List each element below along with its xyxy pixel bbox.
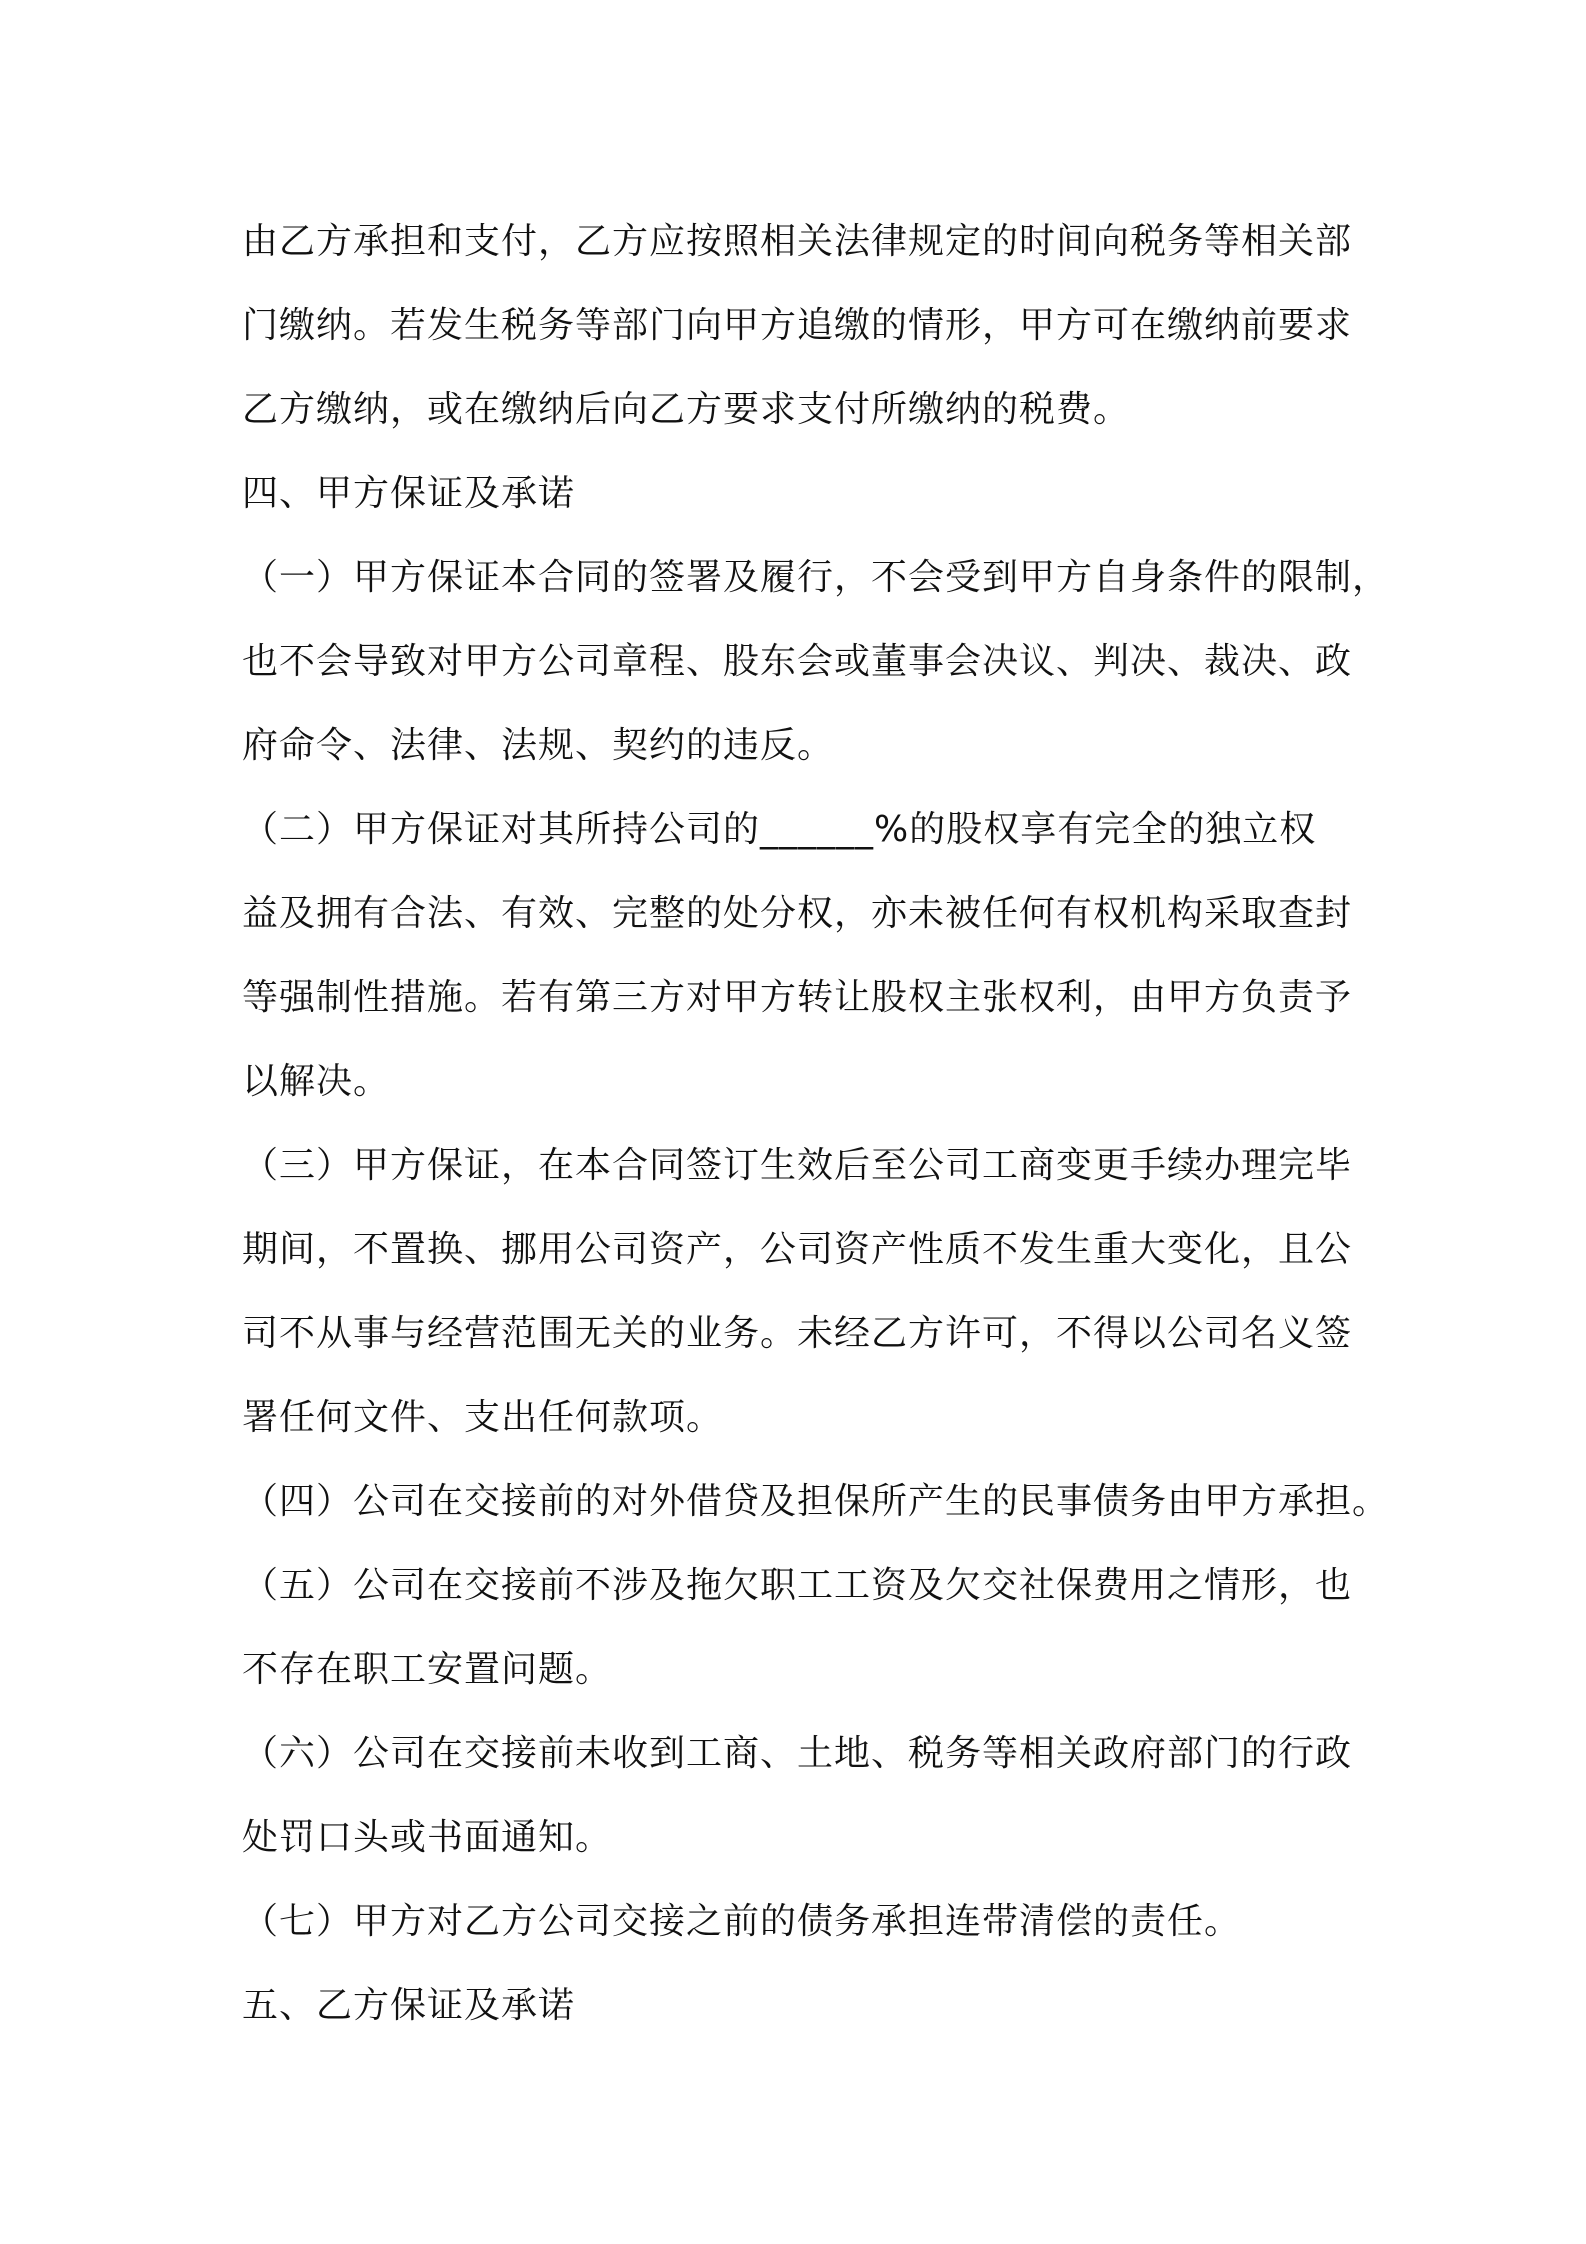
text-line: 等强制性措施。若有第三方对甲方转让股权主张权利，由甲方负责予 bbox=[242, 977, 1353, 1018]
text-line: 府命令、法律、法规、契约的违反。 bbox=[242, 725, 835, 766]
contract-text bbox=[242, 200, 1390, 2048]
text-line: 处罚口头或书面通知。 bbox=[242, 1817, 613, 1858]
text-line: 期间，不置换、挪用公司资产，公司资产性质不发生重大变化，且公 bbox=[242, 1229, 1353, 1270]
text-line: 以解决。 bbox=[242, 1061, 391, 1102]
clause-4-5: （五）公司在交接前不涉及拖欠职工工资及欠交社保费用之情形，也 bbox=[242, 1565, 1353, 1606]
text-line: 乙方缴纳，或在缴纳后向乙方要求支付所缴纳的税费。 bbox=[242, 389, 1131, 430]
section-heading-4: 四、甲方保证及承诺 bbox=[242, 473, 576, 514]
clause-4-6: （六）公司在交接前未收到工商、土地、税务等相关政府部门的行政 bbox=[242, 1733, 1353, 1774]
text-line: 不存在职工安置问题。 bbox=[242, 1649, 613, 1690]
clause-4-1: （一）甲方保证本合同的签署及履行，不会受到甲方自身条件的限制， bbox=[242, 557, 1390, 598]
clause-4-3: （三）甲方保证，在本合同签订生效后至公司工商变更手续办理完毕 bbox=[242, 1145, 1353, 1186]
clause-4-7: （七）甲方对乙方公司交接之前的债务承担连带清偿的责任。 bbox=[242, 1901, 1242, 1942]
text-line: 门缴纳。若发生税务等部门向甲方追缴的情形，甲方可在缴纳前要求 bbox=[242, 305, 1353, 346]
clause-4-4: （四）公司在交接前的对外借贷及担保所产生的民事债务由甲方承担。 bbox=[242, 1481, 1390, 1522]
text-line: 益及拥有合法、有效、完整的处分权，亦未被任何有权机构采取查封 bbox=[242, 893, 1353, 934]
clause-4-2: （二）甲方保证对其所持公司的______%的股权享有完全的独立权 bbox=[242, 809, 1317, 850]
text-line: 司不从事与经营范围无关的业务。未经乙方许可，不得以公司名义签 bbox=[242, 1313, 1353, 1354]
text-line: 由乙方承担和支付，乙方应按照相关法律规定的时间向税务等相关部 bbox=[242, 221, 1353, 262]
section-heading-5: 五、乙方保证及承诺 bbox=[242, 1985, 576, 2026]
text-line: 也不会导致对甲方公司章程、股东会或董事会决议、判决、裁决、政 bbox=[242, 641, 1353, 682]
text-line: 署任何文件、支出任何款项。 bbox=[242, 1397, 724, 1438]
